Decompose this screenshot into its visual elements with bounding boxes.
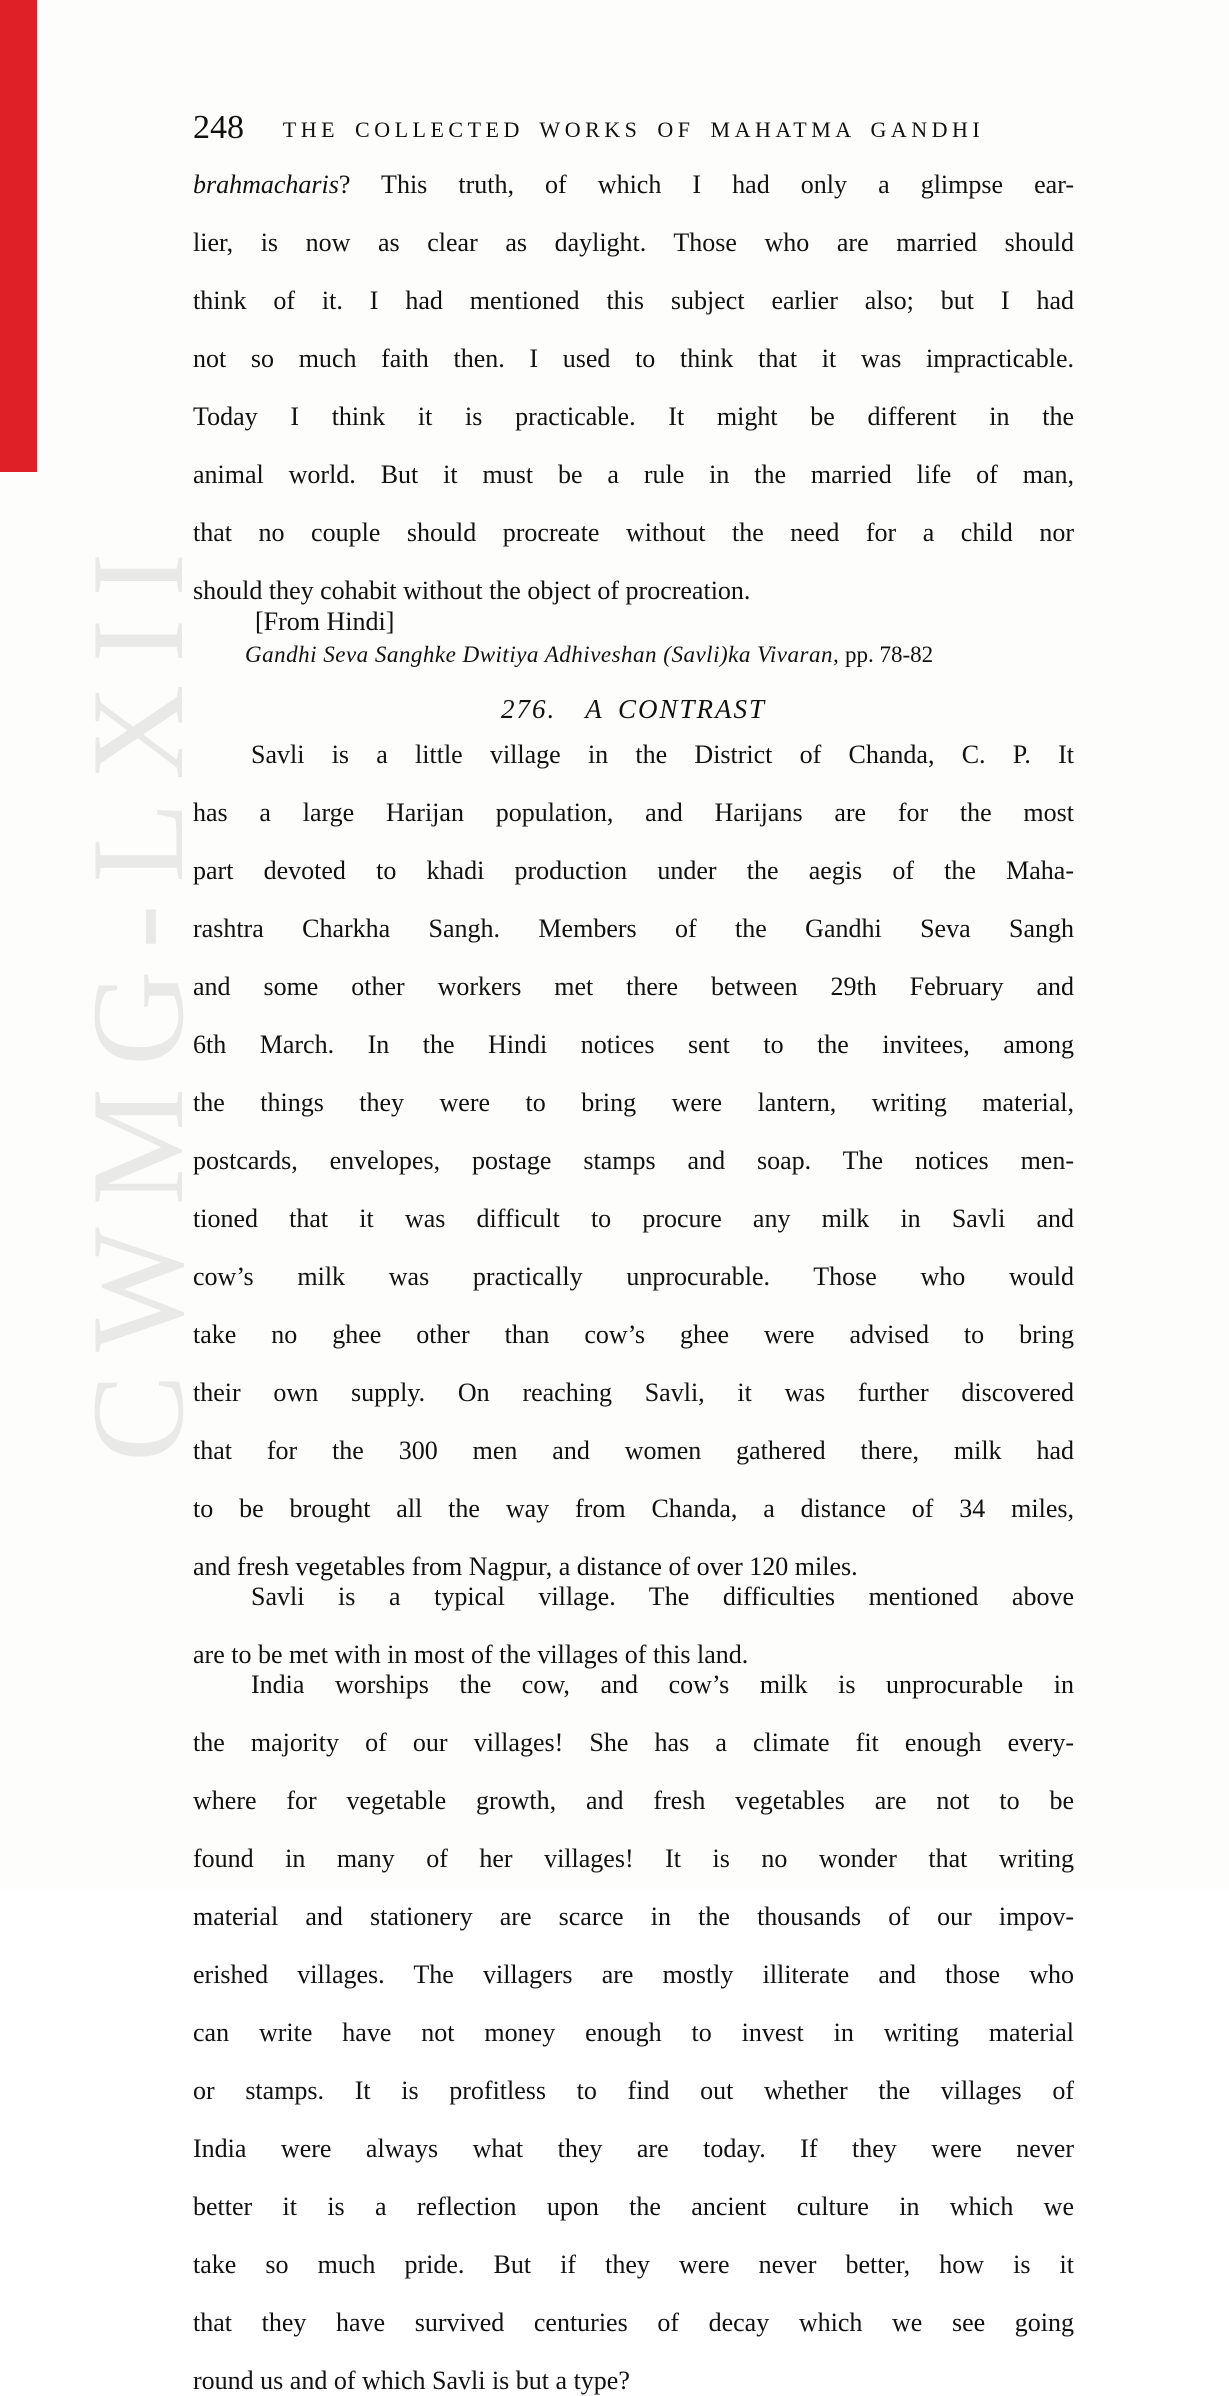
text-line: tioned that it was difficult to procure any milk in Savli and — [193, 1204, 1074, 1233]
article-body — [193, 740, 1074, 2395]
text-line: Savli is a little village in the District of Chanda, C. P. It — [251, 740, 1074, 769]
text-line: Savli is a typical village. The difficulties mentioned above — [251, 1582, 1074, 1611]
source-citation — [193, 641, 1074, 668]
source-citation-title: Gandhi Seva Sanghke Dwitiya Adhiveshan (Savli)ka Vivaran, — [245, 642, 840, 667]
text-line: brahmacharis? This truth, of which I had only a glimpse ear- — [193, 170, 1074, 199]
text-line: that they have survived centuries of decay which we see going — [193, 2308, 1074, 2337]
paragraph — [193, 1582, 1074, 1669]
text-line: should they cohabit without the object of procreation. — [193, 576, 751, 605]
text-line: India worships the cow, and cow’s milk is unprocurable in — [251, 1670, 1074, 1699]
text-line: where for vegetable growth, and fresh vegetables are not to be — [193, 1786, 1074, 1815]
text-line: found in many of her villages! It is no wonder that writing — [193, 1844, 1074, 1873]
text-line: or stamps. It is profitless to find out whether the villages of — [193, 2076, 1074, 2105]
text-line: that for the 300 men and women gathered there, milk had — [193, 1436, 1074, 1465]
text-line: 6th March. In the Hindi notices sent to the invitees, among — [193, 1030, 1074, 1059]
text-line: material and stationery are scarce in the thousands of our impov- — [193, 1902, 1074, 1931]
text-line: and some other workers met there between 29th February and — [193, 972, 1074, 1001]
section-number: 276. — [500, 694, 557, 724]
text-line: take no ghee other than cow’s ghee were advised to bring — [193, 1320, 1074, 1349]
paragraph-continuation — [193, 170, 1074, 605]
text-line: part devoted to khadi production under the aegis of the Maha- — [193, 856, 1074, 885]
text-line: rashtra Charkha Sangh. Members of the Gandhi Seva Sangh — [193, 914, 1074, 943]
text-line: to be brought all the way from Chanda, a distance of 34 miles, — [193, 1494, 1074, 1523]
text-line: think of it. I had mentioned this subject earlier also; but I had — [193, 286, 1074, 315]
text-line: round us and of which Savli is but a type? — [193, 2366, 630, 2395]
text-line: erished villages. The villagers are mostly illiterate and those who — [193, 1960, 1074, 1989]
page-content — [193, 0, 1074, 2396]
page-header — [193, 110, 1074, 150]
running-title: THE COLLECTED WORKS OF MAHATMA GANDHI — [282, 117, 985, 142]
text-line: their own supply. On reaching Savli, it was further discovered — [193, 1378, 1074, 1407]
italic-term: brahmacharis — [193, 170, 339, 199]
text-line: take so much pride. But if they were never better, how is it — [193, 2250, 1074, 2279]
text-line: can write have not money enough to invest in writing material — [193, 2018, 1074, 2047]
text-line: has a large Harijan population, and Harijans are for the most — [193, 798, 1074, 827]
text-line: the majority of our villages! She has a climate fit enough every- — [193, 1728, 1074, 1757]
paragraph — [193, 1670, 1074, 2395]
text-line: India were always what they are today. If they were never — [193, 2134, 1074, 2163]
text-line: cow’s milk was practically unprocurable. Those who would — [193, 1262, 1074, 1291]
text-line: lier, is now as clear as daylight. Those who are married should — [193, 228, 1074, 257]
from-hindi-note: [From Hindi] — [255, 607, 395, 636]
text-line: that no couple should procreate without the need for a child nor — [193, 518, 1074, 547]
text-line: and fresh vegetables from Nagpur, a distance of over 120 miles. — [193, 1552, 858, 1581]
text-line: animal world. But it must be a rule in the married life of man, — [193, 460, 1074, 489]
section-title: A CONTRAST — [585, 694, 767, 724]
paragraph — [193, 740, 1074, 1581]
text-line: not so much faith then. I used to think that it was impracticable. — [193, 344, 1074, 373]
text-line: are to be met with in most of the villages of this land. — [193, 1640, 749, 1669]
text-line: Today I think it is practicable. It might be different in the — [193, 402, 1074, 431]
scan-edge-red-strip — [0, 0, 37, 472]
section-heading — [193, 694, 1074, 724]
text-line: the things they were to bring were lantern, writing material, — [193, 1088, 1074, 1117]
text-line: better it is a reflection upon the ancient culture in which we — [193, 2192, 1074, 2221]
cwmg-volume-watermark: CWMG-LXII — [64, 530, 211, 1462]
text-line: postcards, envelopes, postage stamps and soap. The notices men- — [193, 1146, 1074, 1175]
source-citation-pages: pp. 78-82 — [844, 642, 934, 667]
page-number: 248 — [193, 109, 244, 146]
